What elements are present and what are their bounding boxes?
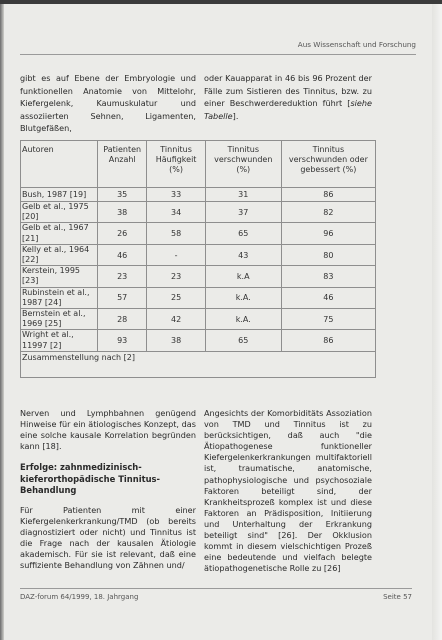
improved-cell: 86 [281, 330, 375, 351]
frequency-cell: 34 [147, 202, 205, 223]
improved-cell: 75 [281, 309, 375, 330]
improved-cell: 82 [281, 202, 375, 223]
body-left-paragraph-1: Nerven und Lymphbahnen genügend Hinweise für ein ätiologisches Konzept, das eine solche kausale Korrelation begründen kann [18]. [20, 408, 196, 452]
intro-right-suffix: ]. [232, 110, 239, 121]
patients-cell: 57 [98, 287, 147, 308]
disappeared-cell: 43 [205, 244, 281, 265]
table-caption-row [21, 351, 376, 377]
frequency-cell: - [147, 244, 205, 265]
disappeared-cell: 31 [205, 188, 281, 202]
table-row [21, 188, 376, 202]
journal-issue: DAZ-forum 64/1999, 18. Jahrgang [20, 593, 139, 601]
table-row [21, 266, 376, 287]
page-edge [432, 0, 442, 640]
improved-cell: 86 [281, 188, 375, 202]
disappeared-cell: 65 [205, 330, 281, 351]
body-left-column [20, 408, 196, 572]
patients-cell: 46 [98, 244, 147, 265]
patients-cell: 28 [98, 309, 147, 330]
frequency-cell: 38 [147, 330, 205, 351]
improved-cell: 96 [281, 223, 375, 244]
table-row [21, 223, 376, 244]
table-row [21, 309, 376, 330]
table-reference: siehe Tabelle [204, 98, 372, 121]
header-improved: Tinnitus verschwunden oder gebessert (%) [281, 141, 375, 188]
improved-cell: 80 [281, 244, 375, 265]
header-frequency: Tinnitus Häufigkeit (%) [147, 141, 205, 188]
patients-cell: 35 [98, 188, 147, 202]
table-row [21, 330, 376, 351]
improved-cell: 83 [281, 266, 375, 287]
page-number: Seite 57 [383, 593, 412, 601]
intro-right-prefix: oder Kauapparat in 46 bis 96 Prozent der Fälle zum Sistieren des Tinnitus, bzw. zu einer Beschwerdereduktion führt [ [204, 73, 372, 109]
table-caption: Zusammenstellung nach [2] [21, 351, 376, 377]
author-cell: Rubinstein et al., 1987 [24] [21, 287, 98, 308]
disappeared-cell: 65 [205, 223, 281, 244]
patients-cell: 93 [98, 330, 147, 351]
author-cell: Kerstein, 1995 [23] [21, 266, 98, 287]
disappeared-cell: k.A. [205, 287, 281, 308]
table-row [21, 202, 376, 223]
author-cell: Gelb et al., 1967 [21] [21, 223, 98, 244]
frequency-cell: 58 [147, 223, 205, 244]
disappeared-cell: 37 [205, 202, 281, 223]
author-cell: Bernstein et al., 1969 [25] [21, 309, 98, 330]
author-cell: Wright et al., 11997 [2] [21, 330, 98, 351]
body-left-paragraph-2: Für Patienten mit einer Kiefergelenkerkrankung/TMD (ob bereits diagnostiziert oder nicht) und Tinnitus ist die Frage nach der kausalen Ätiologie akademisch. Für sie ist relevant, daß eine suffiziente Behandlung von Zähnen und/ [20, 504, 196, 571]
author-cell: Gelb et al., 1975 [20] [21, 202, 98, 223]
intro-right-text [204, 72, 372, 122]
author-cell: Kelly et al., 1964 [22] [21, 244, 98, 265]
section-title: Aus Wissenschaft und Forschung [297, 40, 416, 49]
frequency-cell: 23 [147, 266, 205, 287]
intro-right-column [204, 72, 372, 122]
improved-cell: 46 [281, 287, 375, 308]
author-cell: Bush, 1987 [19] [21, 188, 98, 202]
intro-left-text: gibt es auf Ebene der Embryologie und funktionellen Anatomie von Mittelohr, Kiefergelenk, Kaumuskulatur und assoziierten Sehnen, Ligamenten, Blutgefäßen, [20, 73, 196, 134]
running-footer [20, 588, 412, 603]
patients-cell: 26 [98, 223, 147, 244]
patients-cell: 23 [98, 266, 147, 287]
disappeared-cell: k.A [205, 266, 281, 287]
frequency-cell: 25 [147, 287, 205, 308]
frequency-cell: 42 [147, 309, 205, 330]
table-row [21, 244, 376, 265]
body-right-paragraph: Angesichts der Komorbiditäts Assoziation von TMD und Tinnitus ist zu berücksichtigen, daß auch "die Ätiopathogenese funktioneller Kiefergelenkerkrankungen multifaktoriell ist, traumatische, anatomische, pathophysiologische und psychosoziale Faktoren beteiligt sind, der Krankheitsprozeß komplex ist und diese Faktoren an Prädisposition, Initiierung und Unterhaltung der Erkrankung beteiligt sind" [26]. Der Okklusion kommt in diesem vielschichtigen Prozeß eine bedeutende und vielfach belegte ätiopathogenetische Rolle zu [26] [204, 408, 372, 574]
section-heading: Erfolge: zahnmedizinisch-kieferorthopädische Tinnitus-Behandlung [20, 462, 161, 495]
header-authors: Autoren [21, 141, 98, 188]
disappeared-cell: k.A. [205, 309, 281, 330]
header-disappeared: Tinnitus verschwunden (%) [205, 141, 281, 188]
body-right-column [204, 408, 372, 574]
table-row [21, 287, 376, 308]
intro-left-column [20, 72, 196, 135]
frequency-cell: 33 [147, 188, 205, 202]
tinnitus-studies-table [20, 140, 376, 378]
patients-cell: 38 [98, 202, 147, 223]
running-header [20, 36, 416, 55]
table-header-row [21, 141, 376, 188]
header-patients: Patienten Anzahl [98, 141, 147, 188]
